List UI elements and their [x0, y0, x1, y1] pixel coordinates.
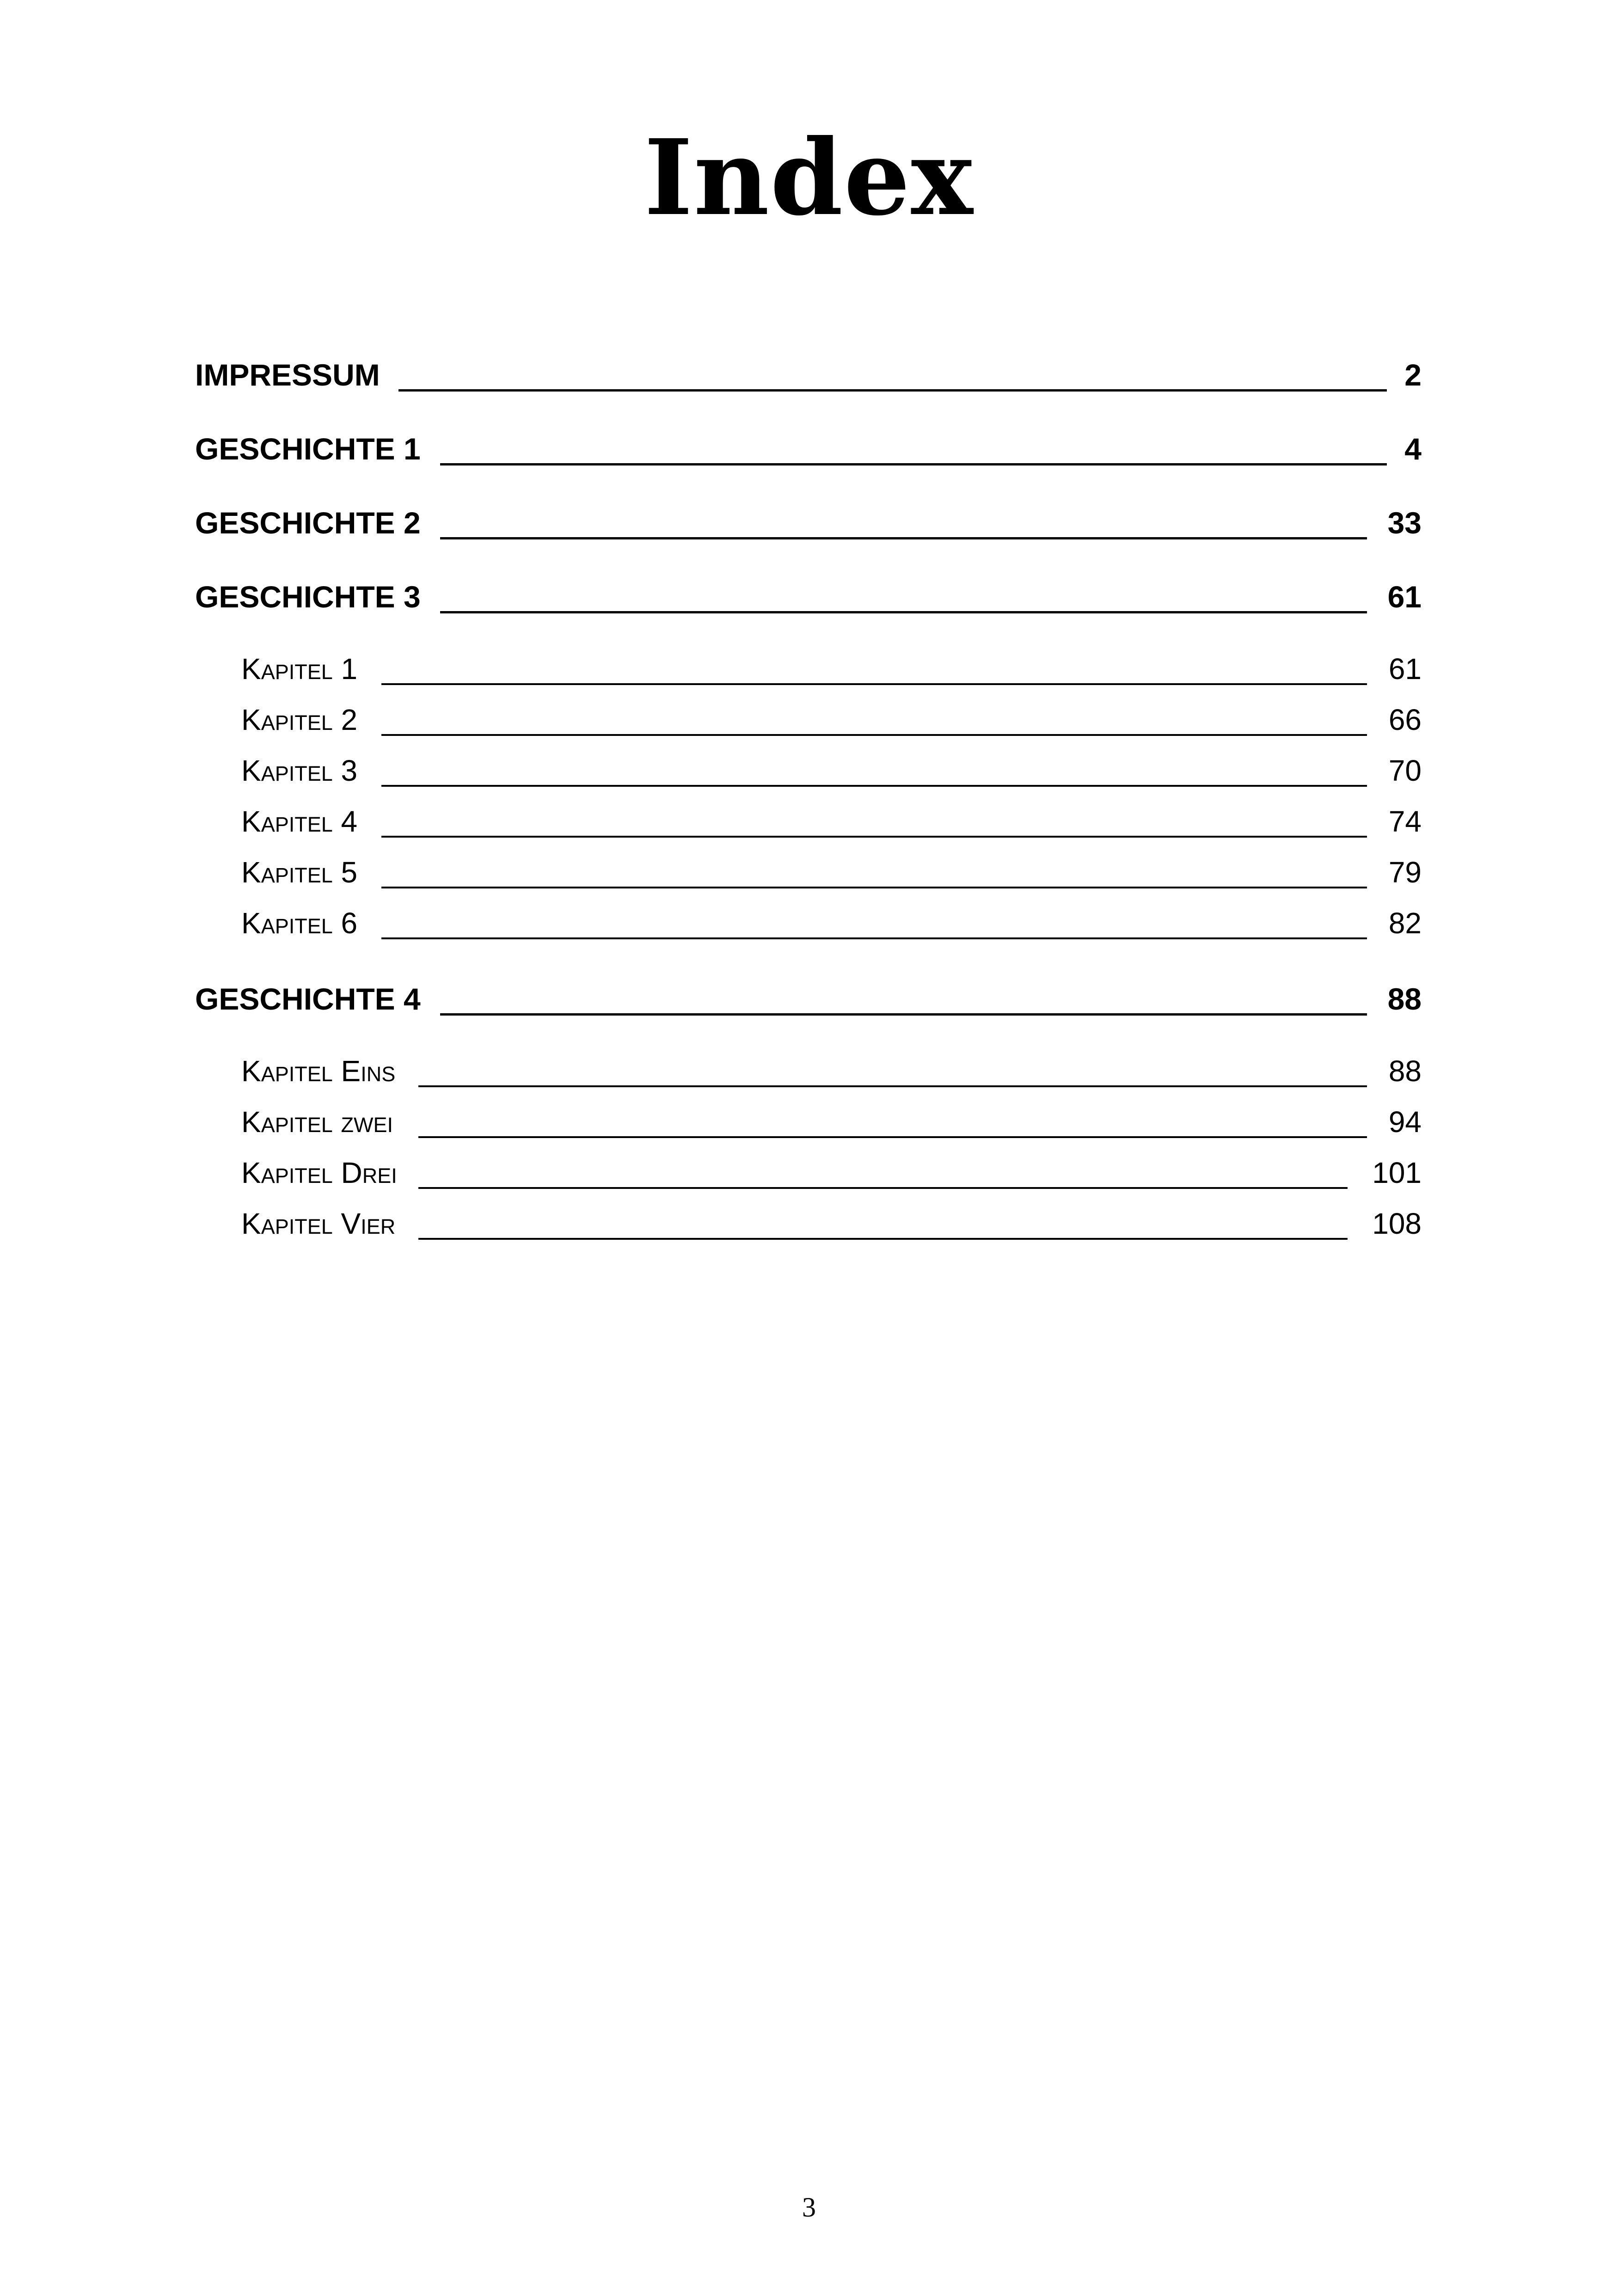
toc-entry[interactable] — [0, 354, 1618, 400]
toc-entry-label: GESCHICHTE 2 — [195, 506, 421, 540]
toc-entry-page: 61 — [1387, 580, 1422, 614]
toc-entry-label: Kapitel zwei — [241, 1105, 393, 1139]
toc-entry-label: Kapitel 4 — [241, 805, 358, 838]
toc-leader-line — [418, 1187, 1348, 1189]
toc-entry-page: 66 — [1388, 703, 1422, 736]
toc-subentry[interactable] — [0, 800, 1618, 846]
toc-subentry[interactable] — [0, 901, 1618, 948]
toc-entry-page: 88 — [1388, 1054, 1422, 1088]
toc-leader-line — [398, 389, 1387, 392]
toc-entry-label: GESCHICHTE 4 — [195, 982, 421, 1016]
toc-subentry[interactable] — [0, 851, 1618, 897]
toc-leader-line — [381, 836, 1367, 838]
toc-entry-page: 88 — [1387, 982, 1422, 1016]
toc-entry-label: Kapitel 1 — [241, 652, 358, 686]
toc-entry-page: 70 — [1388, 754, 1422, 787]
toc-leader-line — [418, 1136, 1367, 1138]
toc-entry-page: 79 — [1388, 856, 1422, 889]
toc-leader-line — [440, 1013, 1367, 1016]
toc-entry[interactable] — [0, 502, 1618, 548]
toc-subentry[interactable] — [0, 1049, 1618, 1096]
toc-subentry[interactable] — [0, 749, 1618, 795]
toc-entry-label: Kapitel 3 — [241, 754, 358, 787]
toc-entry-page: 4 — [1404, 432, 1422, 466]
toc-entry-label: IMPRESSUM — [195, 358, 380, 392]
toc-subentry[interactable] — [0, 698, 1618, 744]
toc-entry-label: GESCHICHTE 3 — [195, 580, 421, 614]
toc-entry-label: Kapitel Vier — [241, 1207, 396, 1240]
toc-leader-line — [440, 537, 1367, 539]
toc-entry[interactable] — [0, 978, 1618, 1024]
page-title: Index — [644, 117, 974, 239]
toc-leader-line — [440, 463, 1387, 465]
toc-entry[interactable] — [0, 576, 1618, 622]
toc-entry-page: 94 — [1388, 1105, 1422, 1139]
toc-entry-page: 2 — [1404, 358, 1422, 392]
page-number: 3 — [802, 2192, 816, 2223]
toc-entry[interactable] — [0, 428, 1618, 474]
toc-entry-label: Kapitel 6 — [241, 906, 358, 940]
toc-entry-page: 108 — [1372, 1207, 1422, 1240]
toc-entry-page: 33 — [1387, 506, 1422, 540]
toc-leader-line — [381, 683, 1367, 685]
toc-entry-label: Kapitel 5 — [241, 856, 358, 889]
toc-entry-label: Kapitel Eins — [241, 1054, 396, 1088]
toc-entry-page: 101 — [1372, 1156, 1422, 1189]
toc-leader-line — [381, 734, 1367, 736]
toc-entry-page: 74 — [1388, 805, 1422, 838]
toc-entry-page: 82 — [1388, 906, 1422, 940]
toc-leader-line — [381, 887, 1367, 888]
toc-subentry[interactable] — [0, 647, 1618, 693]
toc-subentry[interactable] — [0, 1100, 1618, 1146]
toc-entry-page: 61 — [1388, 652, 1422, 686]
toc-leader-line — [418, 1238, 1348, 1240]
toc-entry-label: GESCHICHTE 1 — [195, 432, 421, 466]
toc-leader-line — [440, 611, 1367, 613]
toc-leader-line — [418, 1085, 1367, 1087]
toc-entry-label: Kapitel 2 — [241, 703, 358, 736]
toc-leader-line — [381, 937, 1367, 939]
toc-subentry[interactable] — [0, 1202, 1618, 1248]
toc-entry-label: Kapitel Drei — [241, 1156, 397, 1189]
toc-subentry[interactable] — [0, 1151, 1618, 1197]
toc-leader-line — [381, 785, 1367, 787]
